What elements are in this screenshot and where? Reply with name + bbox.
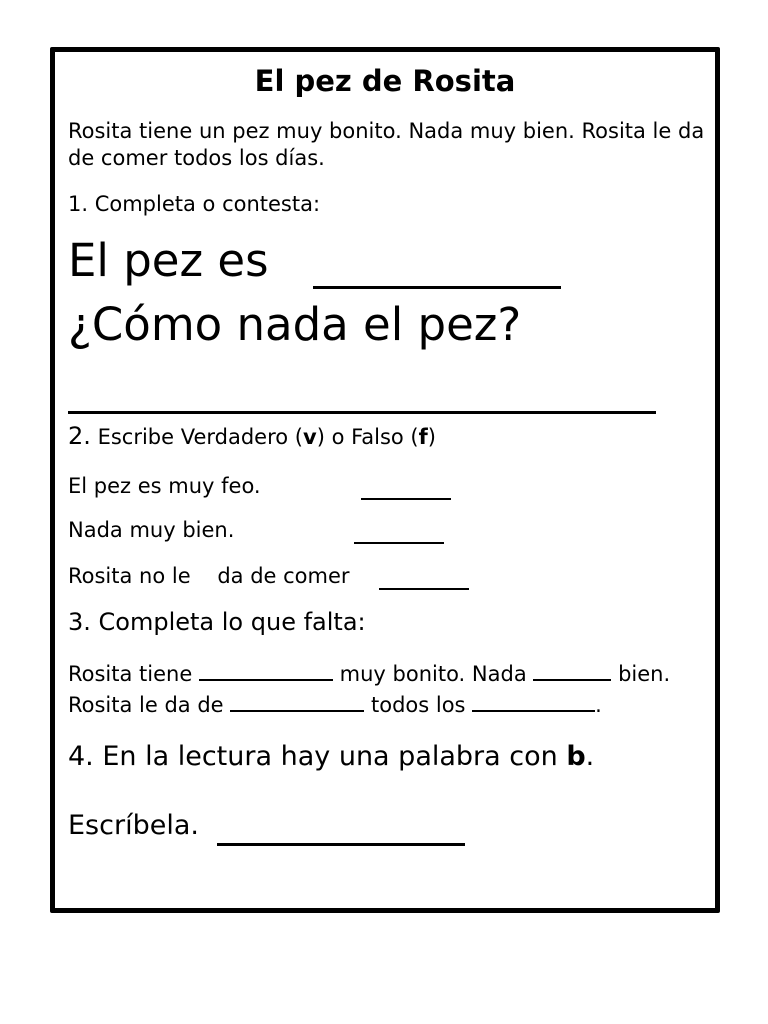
true-false-blank[interactable] (379, 570, 469, 590)
fill-in-line-1 (68, 661, 670, 686)
question-3-label: 3. Completa lo que falta: (68, 608, 366, 636)
question-1-prompt-a: El pez es (68, 234, 269, 287)
fill-text: bien. (618, 662, 671, 686)
question-1-label: 1. Completa o contesta: (68, 192, 321, 216)
question-4-label (68, 741, 594, 772)
letter-b: b (566, 741, 586, 772)
question-4-end: . (585, 741, 595, 772)
question-2-label (68, 422, 436, 450)
true-false-blank[interactable] (354, 524, 444, 544)
fill-in-line-2 (68, 692, 602, 717)
question-1-prompt-b: ¿Cómo nada el pez? (68, 298, 522, 351)
fill-text: todos los (370, 693, 466, 717)
write-label: Escríbela. (68, 810, 199, 841)
true-letter: v (303, 425, 317, 449)
true-false-item (68, 518, 234, 542)
answer-line-4[interactable] (217, 843, 465, 846)
question-4-text: 4. En la lectura hay una palabra con (68, 741, 567, 772)
fill-text: muy bonito. Nada (339, 662, 527, 686)
fill-blank[interactable] (199, 661, 333, 681)
fill-blank[interactable] (533, 661, 611, 681)
worksheet-title: El pez de Rosita (254, 64, 516, 98)
fill-blank[interactable] (230, 692, 364, 712)
false-letter: f (418, 425, 428, 449)
true-false-item (68, 564, 350, 588)
true-false-statement: El pez es muy feo. (68, 474, 261, 498)
question-2-number: 2. (68, 422, 91, 450)
fill-blank[interactable] (472, 692, 595, 712)
question-2-text-b: ) o Falso ( (316, 425, 419, 449)
true-false-blank[interactable] (361, 480, 451, 500)
fill-text: . (595, 693, 602, 717)
true-false-item (68, 474, 261, 498)
question-2-text-c: ) (427, 425, 436, 449)
answer-line-1b[interactable] (68, 411, 656, 414)
fill-text: Rosita le da de (68, 693, 224, 717)
reading-passage: Rosita tiene un pez muy bonito. Nada muy bien. Rosita le da de comer todos los días. (68, 119, 705, 170)
answer-line-1a[interactable] (313, 286, 561, 289)
question-2-text-a: Escribe Verdadero ( (90, 425, 303, 449)
true-false-statement: Rosita no le da de comer (68, 564, 350, 588)
fill-text: Rosita tiene (68, 662, 193, 686)
true-false-statement: Nada muy bien. (68, 518, 235, 542)
